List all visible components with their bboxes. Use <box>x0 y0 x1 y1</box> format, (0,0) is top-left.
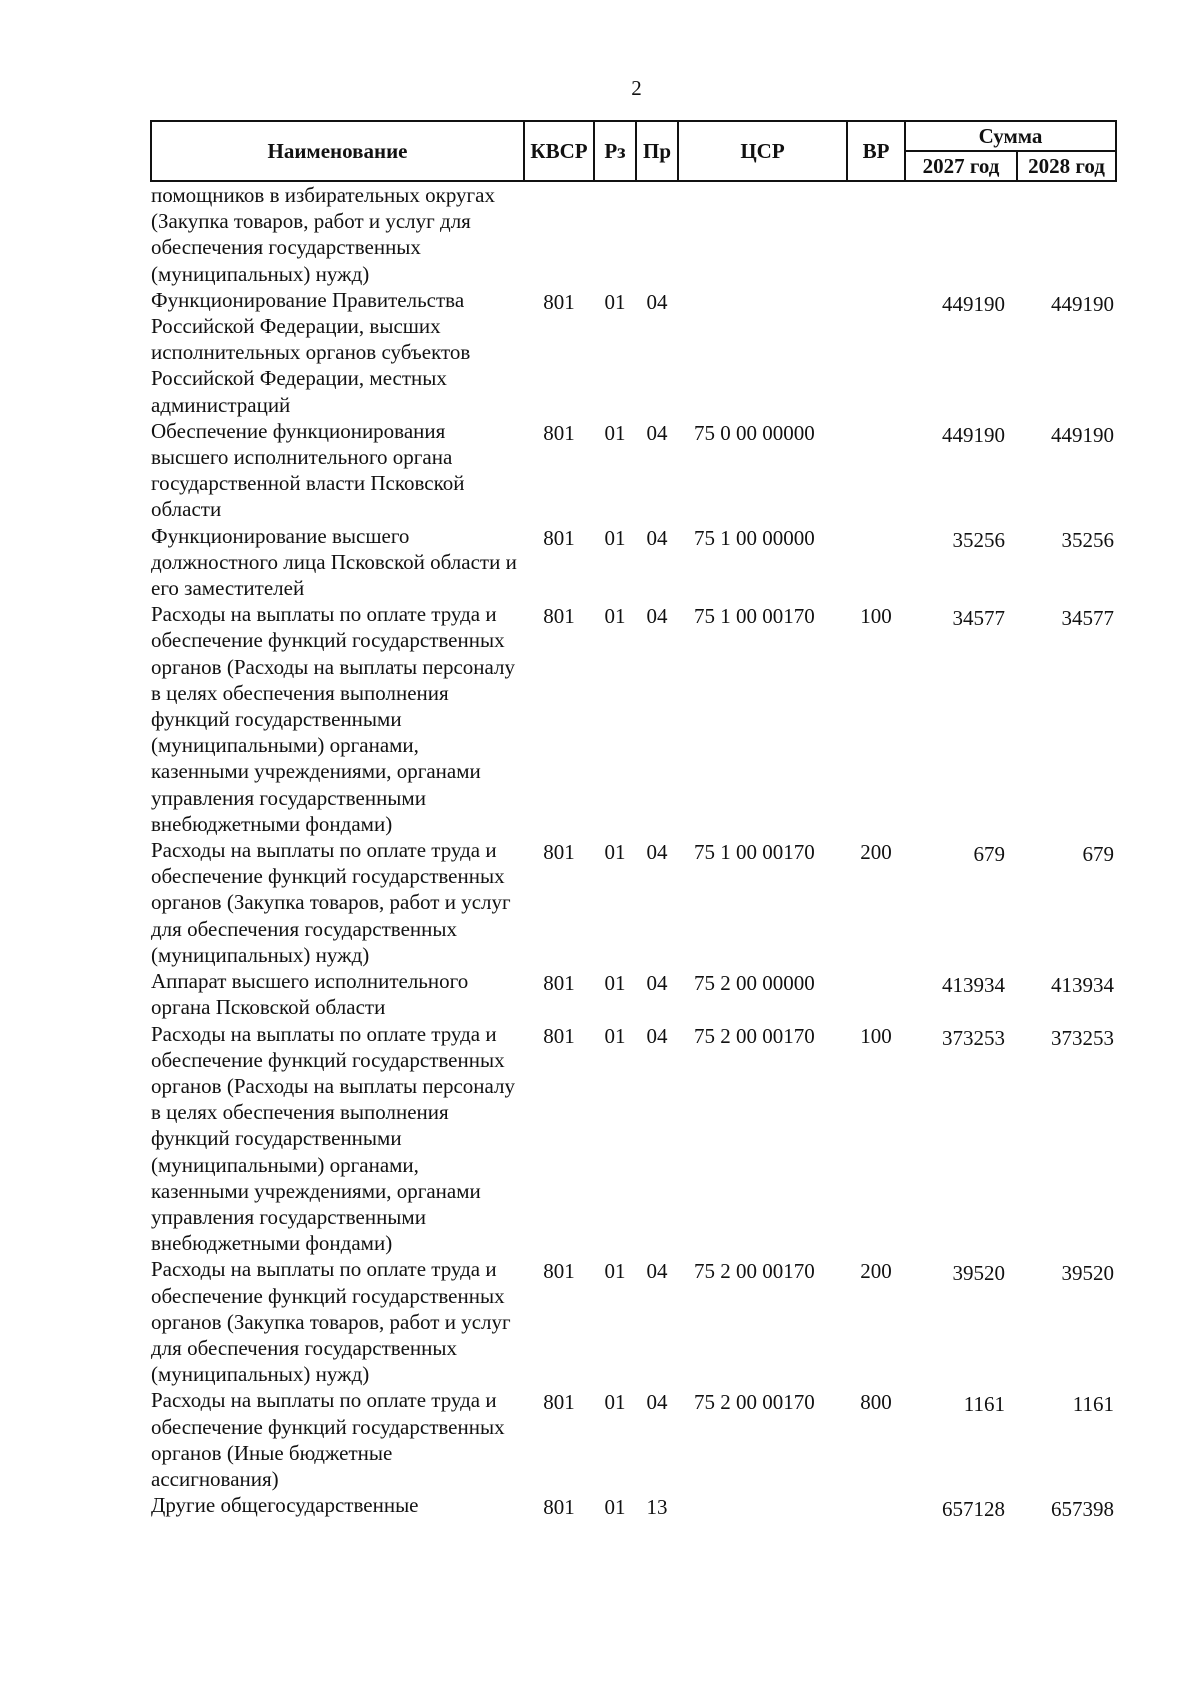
table-row <box>151 287 1116 418</box>
cell-sum-2028: 35256 <box>1061 527 1114 552</box>
cell-vr <box>847 181 905 287</box>
cell-name: Другие общегосударственные <box>151 1493 419 1518</box>
cell-pr: 04 <box>646 604 668 629</box>
cell-sum-2027 <box>905 181 1017 287</box>
table-row <box>151 837 1116 968</box>
table-body <box>151 181 1116 1522</box>
header-year-2027: 2027 год <box>905 151 1017 181</box>
cell-pr: 04 <box>646 1390 668 1415</box>
table-row <box>151 1021 1116 1257</box>
cell-vr: 200 <box>860 840 892 865</box>
cell-pr: 04 <box>646 971 668 996</box>
cell-sum-2028: 373253 <box>1051 1025 1114 1050</box>
table-row <box>151 968 1116 1020</box>
cell-rz: 01 <box>604 525 626 550</box>
page-number: 2 <box>631 76 642 100</box>
table-row <box>151 523 1116 602</box>
cell-sum-2028: 1161 <box>1072 1392 1114 1417</box>
cell-vr <box>847 1492 905 1522</box>
header-kvsr: КВСР <box>524 121 594 181</box>
cell-sum-2028: 449190 <box>1051 291 1114 316</box>
cell-kvsr: 801 <box>543 420 575 445</box>
cell-rz: 01 <box>604 1390 626 1415</box>
cell-kvsr <box>524 181 594 287</box>
header-csr: ЦСР <box>678 121 847 181</box>
cell-sum-2027: 679 <box>973 842 1005 867</box>
cell-kvsr: 801 <box>543 971 575 996</box>
cell-name: Расходы на выплаты по оплате труда и обеспечение функций государственных органов (Закупка товаров, работ и услуг для обеспечения государственных (муниципальных) нужд) <box>151 838 511 967</box>
cell-vr <box>847 418 905 523</box>
budget-table <box>150 120 1117 1522</box>
cell-rz: 01 <box>604 420 626 445</box>
cell-csr: 75 2 00 00000 <box>694 971 815 996</box>
cell-sum-2027: 449190 <box>942 422 1005 447</box>
cell-kvsr: 801 <box>543 1259 575 1284</box>
cell-pr <box>636 181 678 287</box>
cell-name: Расходы на выплаты по оплате труда и обеспечение функций государственных органов (Расходы на выплаты персоналу в целях обеспечения выполнения функций государственными (муниципальными) органами, казенными учреждениями, органами управления государственными внебюджетными фондами) <box>151 1021 515 1256</box>
header-rz: Рз <box>594 121 636 181</box>
cell-csr: 75 2 00 00170 <box>694 1259 815 1284</box>
cell-csr: 75 1 00 00000 <box>694 525 815 550</box>
cell-name: Расходы на выплаты по оплате труда и обеспечение функций государственных органов (Расходы на выплаты персоналу в целях обеспечения выполнения функций государственными (муниципальными) органами, казенными учреждениями, органами управления государственными внебюджетными фондами) <box>151 602 515 836</box>
cell-csr <box>678 1492 847 1522</box>
cell-name: Функционирование Правительства Российской Федерации, высших исполнительных органов субъектов Российской Федерации, местных администраций <box>151 287 471 417</box>
cell-pr: 04 <box>646 1259 668 1284</box>
cell-pr: 04 <box>646 289 668 314</box>
cell-sum-2028: 449190 <box>1051 422 1114 447</box>
header-sum: Сумма <box>905 121 1116 151</box>
table-row <box>151 418 1116 523</box>
table-header <box>151 121 1116 181</box>
cell-name: Расходы на выплаты по оплате труда и обеспечение функций государственных органов (Закупка товаров, работ и услуг для обеспечения государственных (муниципальных) нужд) <box>151 1257 511 1387</box>
cell-pr: 04 <box>646 525 668 550</box>
cell-pr: 04 <box>646 420 668 445</box>
cell-vr <box>847 523 905 602</box>
cell-name: Обеспечение функционирования высшего исполнительного органа государственной власти Псковской области <box>151 418 465 522</box>
cell-sum-2027: 449190 <box>942 291 1005 316</box>
cell-vr: 800 <box>860 1390 892 1415</box>
cell-vr: 100 <box>860 1023 892 1048</box>
table-row <box>151 1387 1116 1492</box>
cell-rz: 01 <box>604 289 626 314</box>
cell-kvsr: 801 <box>543 289 575 314</box>
cell-vr: 200 <box>860 1259 892 1284</box>
header-vr: ВР <box>847 121 905 181</box>
cell-pr: 04 <box>646 840 668 865</box>
cell-sum-2028: 39520 <box>1061 1261 1114 1286</box>
cell-kvsr: 801 <box>543 1495 575 1520</box>
header-pr: Пр <box>636 121 678 181</box>
cell-vr: 100 <box>860 604 892 629</box>
table-row <box>151 601 1116 837</box>
cell-sum-2028: 34577 <box>1061 606 1114 631</box>
cell-name: Аппарат высшего исполнительного органа Псковской области <box>151 969 469 1020</box>
cell-sum-2027: 413934 <box>942 973 1005 998</box>
cell-rz: 01 <box>604 840 626 865</box>
cell-vr <box>847 968 905 1020</box>
cell-pr: 13 <box>646 1495 668 1520</box>
cell-rz: 01 <box>604 971 626 996</box>
cell-sum-2028: 413934 <box>1051 973 1114 998</box>
table-row <box>151 1256 1116 1387</box>
cell-sum-2027: 39520 <box>952 1261 1005 1286</box>
cell-rz: 01 <box>604 604 626 629</box>
cell-name: Функционирование высшего должностного лица Псковской области и его заместителей <box>151 523 517 601</box>
cell-rz: 01 <box>604 1495 626 1520</box>
cell-rz <box>594 181 636 287</box>
cell-csr <box>678 181 847 287</box>
cell-sum-2027: 34577 <box>952 606 1005 631</box>
header-name: Наименование <box>151 121 524 181</box>
cell-csr: 75 2 00 00170 <box>694 1390 815 1415</box>
cell-csr <box>678 287 847 418</box>
cell-pr: 04 <box>646 1023 668 1048</box>
cell-sum-2027: 657128 <box>942 1497 1005 1522</box>
cell-rz: 01 <box>604 1259 626 1284</box>
cell-name: Расходы на выплаты по оплате труда и обеспечение функций государственных органов (Иные бюджетные ассигнования) <box>151 1388 505 1491</box>
cell-sum-2027: 373253 <box>942 1025 1005 1050</box>
cell-csr: 75 0 00 00000 <box>694 420 815 445</box>
cell-kvsr: 801 <box>543 1390 575 1415</box>
cell-sum-2028: 679 <box>1082 842 1114 867</box>
cell-sum-2028 <box>1017 181 1116 287</box>
cell-kvsr: 801 <box>543 1023 575 1048</box>
cell-csr: 75 1 00 00170 <box>694 604 815 629</box>
cell-kvsr: 801 <box>543 840 575 865</box>
table-row <box>151 181 1116 287</box>
cell-vr <box>847 287 905 418</box>
cell-sum-2028: 657398 <box>1051 1497 1114 1522</box>
cell-sum-2027: 35256 <box>952 527 1005 552</box>
cell-kvsr: 801 <box>543 604 575 629</box>
cell-kvsr: 801 <box>543 525 575 550</box>
cell-csr: 75 2 00 00170 <box>694 1023 815 1048</box>
cell-csr: 75 1 00 00170 <box>694 840 815 865</box>
cell-name: помощников в избирательных округах (Закупка товаров, работ и услуг для обеспечения государственных (муниципальных) нужд) <box>151 183 495 286</box>
cell-rz: 01 <box>604 1023 626 1048</box>
table-row <box>151 1492 1116 1522</box>
cell-sum-2027: 1161 <box>963 1392 1005 1417</box>
header-year-2028: 2028 год <box>1017 151 1116 181</box>
